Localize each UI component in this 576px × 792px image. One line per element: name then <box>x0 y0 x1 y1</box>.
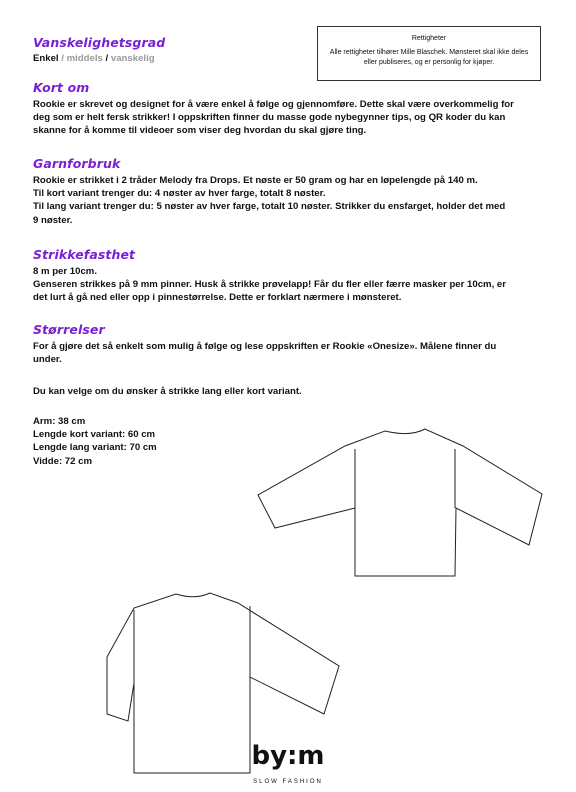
sizes-line: under. <box>33 354 62 366</box>
gauge-line: det lurt å gå ned eller opp i pinnestørrelse. Dette er forklart nærmere i mønsteret. <box>33 292 402 304</box>
difficulty-sep: / <box>58 53 67 64</box>
yarn-line: Rookie er strikket i 2 tråder Melody fra Drops. Et nøste er 50 gram og har en løpelengde på 140 m. <box>33 175 478 186</box>
rights-title: Rettigheter <box>411 35 447 42</box>
measurement-length-short: Lengde kort variant: 60 cm <box>33 429 156 441</box>
gauge-line: 8 m per 10cm. <box>33 266 97 277</box>
difficulty-medium: middels <box>66 53 103 64</box>
about-line: Rookie er skrevet og designet for å være enkel å følge og gjennomføre. Dette skal være overkommelig for <box>33 99 514 110</box>
measurement-arm: Arm: 38 cm <box>33 416 86 427</box>
sizes-choice: Du kan velge om du ønsker å strikke lang eller kort variant. <box>33 386 302 397</box>
gauge-heading: Strikkefasthet <box>33 247 136 262</box>
gauge-line: Genseren strikkes på 9 mm pinner. Husk å strikke prøvelapp! Får du fler eller færre masker per 10cm, er <box>33 279 506 291</box>
yarn-line: Til lang variant trenger du: 5 nøster av hver farge, totalt 10 nøster. Strikker du ensfarget, holder det med <box>33 201 506 213</box>
about-line: deg som er helt fersk strikker! I oppskriften finner du masse gode nybegynner tips, og QR koder du kan <box>33 112 506 124</box>
sizes-line: For å gjøre det så enkelt som mulig å følge og lese oppskriften er Rookie «Onesize». Målene finner du <box>33 341 497 352</box>
brand-tagline: SLOW FASHION <box>253 779 323 785</box>
measurement-width: Vidde: 72 cm <box>33 455 93 467</box>
brand-logo: by:m <box>251 741 325 771</box>
measurement-length-long: Lengde lang variant: 70 cm <box>33 442 157 454</box>
difficulty-heading: Vanskelighetsgrad <box>33 35 166 50</box>
difficulty-hard: vanskelig <box>110 53 155 64</box>
difficulty-easy: Enkel <box>33 53 59 64</box>
about-heading: Kort om <box>33 80 90 95</box>
yarn-heading: Garnforbruk <box>33 156 121 171</box>
rights-text: Alle rettigheter tilhører Mille Blaschek. Mønsteret skal ikke deles eller publiseres, og er personlig for kjøper. <box>329 49 529 66</box>
about-line: skanne for å komme til videoer som viser deg hvordan du skal gjøre ting. <box>33 125 367 137</box>
sizes-heading: Størrelser <box>33 322 105 337</box>
difficulty-sep: / <box>102 53 111 64</box>
yarn-line: 9 nøster. <box>33 214 73 226</box>
yarn-line: Til kort variant trenger du: 4 nøster av hver farge, totalt 8 nøster. <box>33 188 326 200</box>
